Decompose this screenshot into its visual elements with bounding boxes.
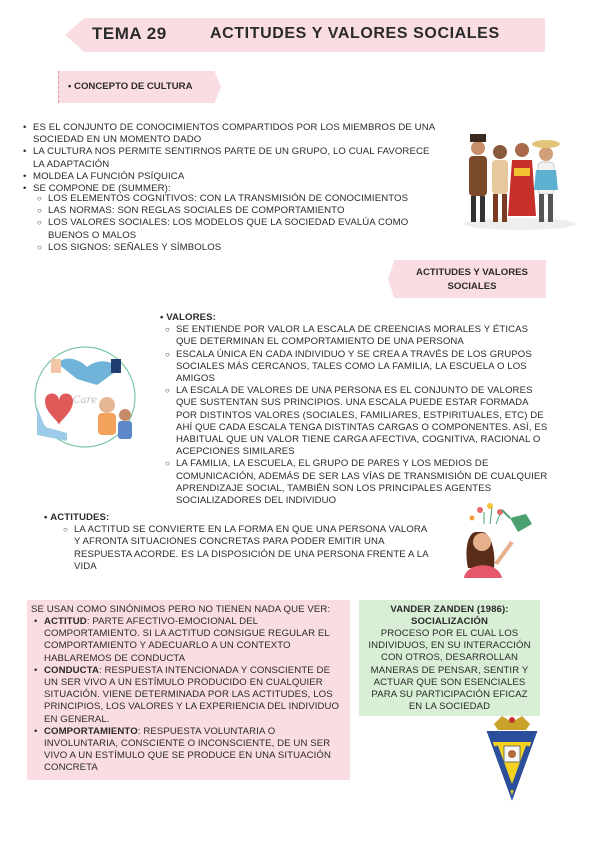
page-title: ACTITUDES Y VALORES SOCIALES	[210, 25, 500, 42]
valores-section	[150, 312, 550, 507]
list-item: ○ ESCALA ÚNICA EN CADA INDIVIDUO Y SE CREA A TRAVÉS DE LOS GRUPOS SOCIALES MÁS CERCANOS, TALES COMO LA FAMILIA, LA ESCUELA O LOS AMIGOS	[176, 349, 550, 386]
cultura-sublist	[48, 193, 428, 254]
cultura-heading	[68, 81, 193, 92]
list-item: ○ LOS ELEMENTOS COGNITIVOS: CON LA TRANSMISIÓN DE CONOCIMIENTOS	[48, 193, 428, 205]
list-item	[44, 616, 344, 665]
term-comportamiento-text: : RESPUESTA VOLUNTARIA O INVOLUNTARIA, CONSCIENTE O INCONSCIENTE, DE UN SER VIVO A UN ESTÍMULO QUE SE PRODUCE EN UNA SITUACIÓN CONCRETA	[44, 725, 332, 774]
term-comportamiento: COMPORTAMIENTO	[44, 725, 138, 737]
actitudes-label	[44, 512, 434, 524]
people-illustration	[458, 120, 578, 232]
zanden-subtitle: SOCIALIZACIÓN	[411, 616, 488, 627]
list-item	[44, 726, 344, 775]
term-actitud: ACTITUD	[44, 616, 87, 627]
list-item	[44, 665, 344, 726]
zanden-title: VANDER ZANDEN (1986):	[390, 604, 509, 615]
term-conducta: CONDUCTA	[44, 664, 99, 676]
list-item: ○ LOS VALORES SOCIALES: LOS MODELOS QUE LA SOCIEDAD EVALÚA COMO BUENOS O MALOS	[48, 217, 428, 241]
actitudes-banner-text: ACTITUDES Y VALORES SOCIALES	[416, 267, 528, 292]
list-item: • LA CULTURA NOS PERMITE SENTIRNOS PARTE DE UN GRUPO, LO CUAL FAVORECE LA ADAPTACIÓN	[33, 146, 443, 170]
care-illustration	[27, 345, 142, 450]
section-bullet: •	[160, 312, 167, 323]
woman-watering-illustration	[458, 502, 538, 578]
list-item: • SE COMPONE DE (SUMMER):	[33, 183, 443, 195]
actitudes-list	[74, 524, 434, 573]
list-item: ○ LAS NORMAS: SON REGLAS SOCIALES DE COMPORTAMIENTO	[48, 205, 428, 217]
tema-number: TEMA 29	[92, 24, 167, 43]
cultura-list	[33, 122, 443, 195]
term-actitud-text: : PARTE AFECTIVO-EMOCIONAL DEL COMPORTAMIENTO. SI LA ACTITUD CONSIGUE REGULAR EL COMPORTAMIENTO Y ADECUARLO A UN CONTEXTO HABLAREMOS DE CONDUCTA	[44, 616, 330, 664]
list-item: ○ LOS SIGNOS: SEÑALES Y SÍMBOLOS	[48, 242, 428, 254]
list-item: ○ LA ESCALA DE VALORES DE UNA PERSONA ES EL CONJUNTO DE VALORES QUE SUSTENTAN SUS PRINCIPIOS. UNA ESCALA PUEDE ESTAR FORMADA POR DISTINTOS VALORES (SOCIALES, FAMILIARES, ESTPIRITUALES, ETC) DE AHÍ QUE CADA ESCALA TENGA DISTINTAS CARGAS O COMPONENTES. ASÍ, ES HABITUAL QUE UN VALOR TIENE CARGA AFECTIVA, COGNITIVA, RACIONAL O ACEPCIONES SIMILARES	[176, 385, 550, 458]
list-item: ○ LA FAMILIA, LA ESCUELA, EL GRUPO DE PARES Y LOS MEDIOS DE COMUNICACIÓN, ADEMÁS DE SER LAS VÍAS DE TRANSMISIÓN DE CUALQUIER APRENDIZAJE SOCIAL, TAMBIÉN SON LOS PRINCIPALES AGENTES SOCIALIZADORES DEL INDIVIDUO	[176, 458, 550, 507]
list-item: ○ LA ACTITUD SE CONVIERTE EN LA FORMA EN QUE UNA PERSONA VALORA Y AFRONTA SITUACIONES CONCRETAS PARA PODER EMITIR UNA RESPUESTA ACORDE. ES LA DISPOSICIÓN DE UNA PERSONA FRENTE A LA VIDA	[74, 524, 434, 573]
list-item: • ES EL CONJUNTO DE CONOCIMIENTOS COMPARTIDOS POR LOS MIEMBROS DE UNA SOCIEDAD EN UN MOMENTO DADO	[33, 122, 443, 146]
sinonimos-list	[44, 616, 344, 775]
care-label: Care	[72, 395, 98, 406]
section-bullet: •	[44, 512, 51, 523]
zanden-text: PROCESO POR EL CUAL LOS INDIVIDUOS, EN SU INTERACCIÓN CON OTROS, DESARROLLAN MANERAS DE PENSAR, SENTIR Y ACTUAR QUE SON ESENCIALES PARA SU PARTICIPACIÓN EFICAZ EN LA SOCIEDAD	[368, 628, 531, 713]
list-item: ○ SE ENTIENDE POR VALOR LA ESCALA DE CREENCIAS MORALES Y ÉTICAS QUE DETERMINAN EL COMPORTAMIENTO DE UNA PERSONA	[176, 324, 550, 348]
valores-label-text: VALORES:	[166, 312, 216, 323]
actitudes-label-text: ACTITUDES:	[50, 512, 110, 523]
sinonimos-intro: SE USAN COMO SINÓNIMOS PERO NO TIENEN NADA QUE VER:	[31, 604, 331, 615]
valores-label	[150, 312, 550, 324]
valores-list	[176, 324, 550, 507]
actitudes-section	[44, 512, 434, 573]
heading-bullet: •	[68, 81, 75, 92]
term-conducta-text: : RESPUESTA INTENCIONADA Y CONSCIENTE DE UN SER VIVO A UN ESTÍMULO PRODUCIDO EN CUALQUIER SITUACIÓN. VIENE DETERMINADA POR LAS ACTITUDES, LOS PRINCIPIOS, LOS VALORES Y LA EXPERIENCIA DEL INDIVIDUO EN GENERAL.	[44, 664, 340, 725]
list-item: • MOLDEA LA FUNCIÓN PSÍQUICA	[33, 171, 443, 183]
cultura-heading-text: CONCEPTO DE CULTURA	[74, 81, 193, 92]
crest-logo	[482, 712, 542, 802]
